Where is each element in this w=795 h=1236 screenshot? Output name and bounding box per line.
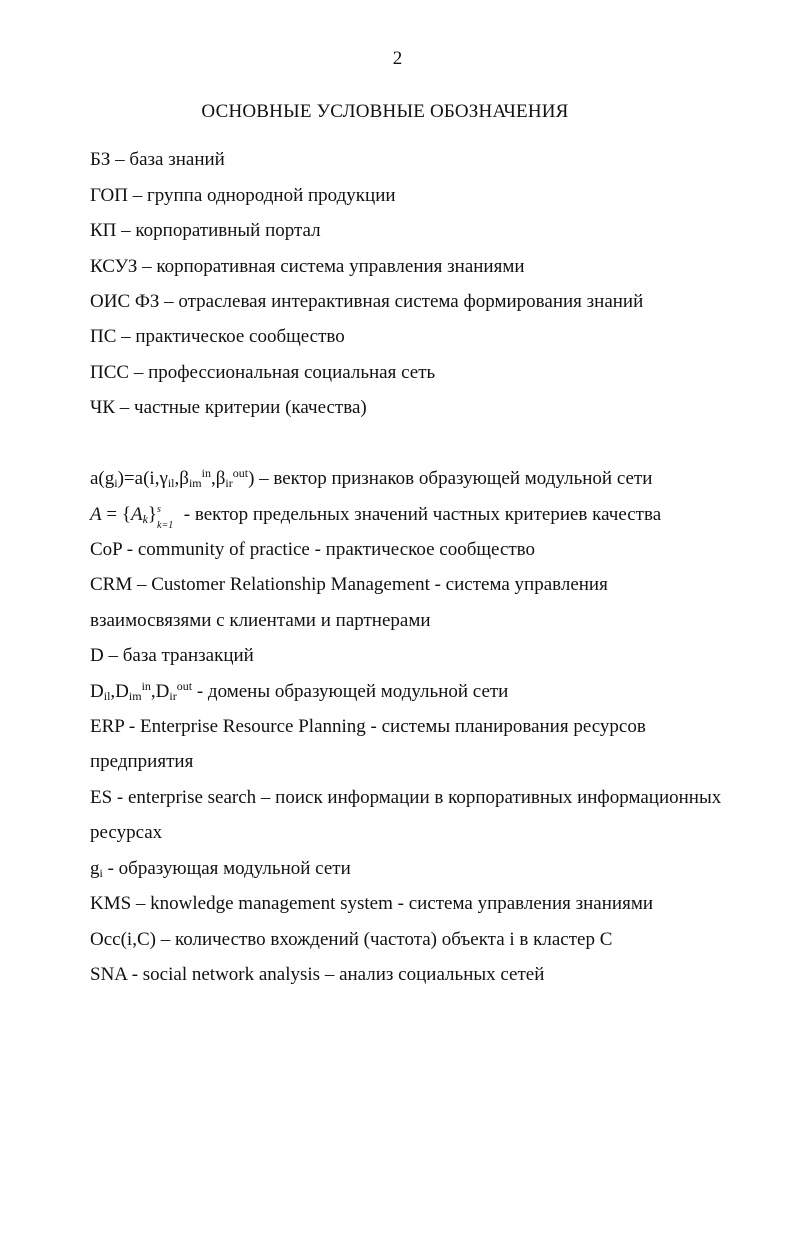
formula-text: A	[90, 504, 102, 525]
notation-domains	[90, 680, 508, 704]
formula-superscript: out	[232, 466, 249, 480]
abbreviation-item: ЧК – частные критерии (качества)	[90, 397, 367, 418]
formula-subscript: im	[128, 689, 142, 703]
page-title: ОСНОВНЫЕ УСЛОВНЫЕ ОБОЗНАЧЕНИЯ	[201, 101, 569, 122]
notation-cop: CoP - community of practice - практическое сообщество	[90, 539, 536, 560]
notation-crm: CRM – Customer Relationship Management - система управления	[90, 574, 608, 595]
formula-text: }	[147, 504, 158, 525]
formula-subscript: il	[103, 689, 111, 703]
formula-subscript: il	[167, 476, 175, 490]
formula-superscript: out	[176, 679, 193, 693]
formula-subscript: ir	[225, 476, 233, 490]
formula-text: A	[130, 504, 143, 525]
formula-text: = {	[101, 504, 131, 525]
formula-text: a(g	[90, 468, 115, 489]
formula-text: ,β	[210, 468, 226, 489]
notation-set-a	[90, 503, 662, 531]
formula-subscript: i	[114, 476, 118, 490]
abbreviation-item: КСУЗ – корпоративная система управления знаниями	[90, 256, 525, 277]
abbreviation-item: ГОП – группа однородной продукции	[90, 185, 396, 206]
formula-superscript: in	[201, 466, 211, 480]
formula-subscript: ir	[169, 689, 177, 703]
formula-subscript: i	[99, 866, 103, 880]
notation-es-continued: ресурсах	[90, 822, 163, 843]
notation-description: - образующая модульной сети	[102, 858, 351, 879]
notation-occ: Occ(i,C) – количество вхождений (частота) объекта i в кластер C	[90, 929, 613, 950]
notation-description: - домены образующей модульной сети	[192, 681, 509, 702]
notation-erp-continued: предприятия	[90, 751, 194, 772]
notation-crm-continued: взаимосвязями с клиентами и партнерами	[90, 610, 431, 631]
formula-text: )=a(i,γ	[117, 468, 168, 489]
formula-superscript: s	[157, 504, 161, 515]
notation-gi	[90, 857, 351, 881]
page-number: 2	[392, 48, 403, 69]
notation-erp: ERP - Enterprise Resource Planning - системы планирования ресурсов	[90, 716, 646, 737]
abbreviation-item: ПСС – профессиональная социальная сеть	[90, 362, 436, 383]
abbreviation-item: ОИС ФЗ – отраслевая интерактивная система формирования знаний	[90, 291, 644, 312]
formula-subscript: k=1	[157, 520, 174, 531]
formula-text: D	[90, 681, 104, 702]
formula-superscript: in	[141, 679, 151, 693]
formula-limits	[157, 504, 174, 531]
notation-description: ) – вектор признаков образующей модульной сети	[248, 468, 653, 489]
abbreviation-item: ПС – практическое сообщество	[90, 326, 345, 347]
notation-description: - вектор предельных значений частных критериев качества	[179, 504, 662, 525]
abbreviation-item: КП – корпоративный портал	[90, 220, 321, 241]
formula-text: ,D	[150, 681, 170, 702]
abbreviation-item: БЗ – база знаний	[90, 149, 225, 170]
notation-sna: SNA - social network analysis – анализ социальных сетей	[90, 964, 545, 985]
notation-es: ES - enterprise search – поиск информации в корпоративных информационных	[90, 787, 722, 808]
formula-text: g	[90, 858, 100, 879]
notation-d: D – база транзакций	[90, 645, 254, 666]
formula-text: ,D	[110, 681, 129, 702]
formula-subscript: im	[188, 476, 202, 490]
notation-kms: KMS – knowledge management system - система управления знаниями	[90, 893, 654, 914]
notation-vector-a	[90, 467, 652, 491]
formula-text: ,β	[174, 468, 189, 489]
formula-subscript: k	[142, 512, 148, 526]
